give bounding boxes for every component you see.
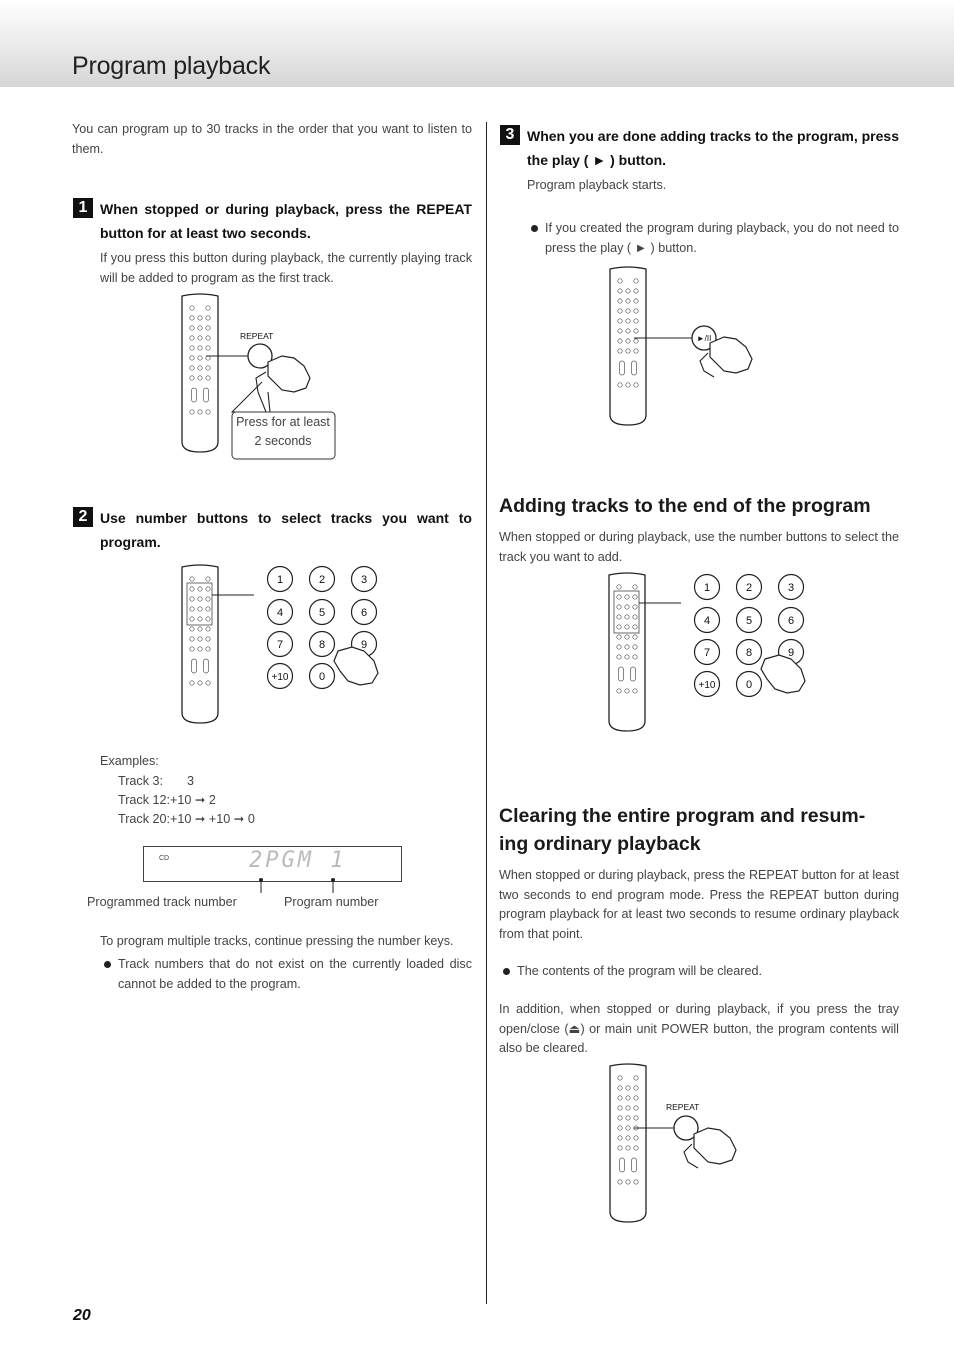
step-2-note: To program multiple tracks, continue pressing the number keys. <box>100 934 454 948</box>
remote-illustration-keypad-add <box>597 571 817 736</box>
label-program-number: Program number <box>284 895 379 909</box>
keypad-button-label: 3 <box>360 574 368 586</box>
label-programmed-track: Programmed track number <box>87 895 237 909</box>
keypad-button-label: 7 <box>703 647 711 659</box>
step-2-number: 2 <box>73 507 93 527</box>
callout-line-2: 2 seconds <box>254 434 312 448</box>
keypad-button-label: 2 <box>318 574 326 586</box>
display-text: 2PGM 1 <box>249 848 347 873</box>
repeat-button-label: REPEAT <box>666 1102 700 1112</box>
keypad-button-label: 0 <box>318 671 326 683</box>
page-number: 20 <box>73 1307 91 1324</box>
callout-line-1: Press for at least <box>236 415 330 429</box>
repeat-button-label: REPEAT <box>240 331 274 341</box>
page-title: Program playback <box>72 52 271 80</box>
step-2-title: Use number buttons to select tracks you want to program. <box>100 510 472 550</box>
section-clear-heading-2: ing ordinary playback <box>499 833 701 855</box>
bullet-dot <box>531 225 538 232</box>
intro-text: You can program up to 30 tracks in the order that you want to listen to them. <box>72 122 472 156</box>
example-track-3-seq: 3 <box>187 774 195 788</box>
example-track-3-label: Track 3: <box>118 774 164 788</box>
step-3-bullet: If you created the program during playback, you do not need to press the play ( ► ) button. <box>545 221 899 255</box>
step-1-title: When stopped or during playback, press the REPEAT button for at least two seconds. <box>100 201 472 241</box>
step-3-number: 3 <box>500 125 520 145</box>
remote-illustration-repeat-clear <box>598 1062 778 1227</box>
keypad-button-label: 3 <box>787 582 795 594</box>
section-clear-heading-1: Clearing the entire program and resum- <box>499 805 866 827</box>
step-1-desc: If you press this button during playback, the currently playing track will be added to program as the first track. <box>100 251 472 285</box>
examples-label: Examples: <box>100 754 159 768</box>
keypad-button-label: 9 <box>787 647 795 659</box>
step-3-desc: Program playback starts. <box>527 178 667 192</box>
step-2-bullet: Track numbers that do not exist on the currently loaded disc cannot be added to the program. <box>118 957 472 991</box>
keypad-button-label: 7 <box>276 639 284 651</box>
keypad-button-label: 1 <box>276 574 284 586</box>
example-track-20-label: Track 20: <box>118 812 171 826</box>
section-clear-bullet: The contents of the program will be cleared. <box>517 964 763 978</box>
keypad-button-label: 0 <box>745 679 753 691</box>
bullet-dot <box>503 968 510 975</box>
keypad-button-label: 4 <box>703 615 711 627</box>
keypad-button-label: 6 <box>360 607 368 619</box>
keypad-button-label: 8 <box>745 647 753 659</box>
keypad-button-label: 2 <box>745 582 753 594</box>
section-clear-text-2: In addition, when stopped or during playback, if you press the tray open/close (⏏) or main unit POWER button, the program contents will also be cleared. <box>499 1002 899 1055</box>
section-clear-text: When stopped or during playback, press the REPEAT button for at least two seconds to end program mode. Press the REPEAT button during program playback for at least two seconds to resume ordinary playback from that point. <box>499 868 899 941</box>
section-add-heading: Adding tracks to the end of the program <box>499 495 871 517</box>
step-3-title: When you are done adding tracks to the program, press the play ( ► ) button. <box>527 128 899 168</box>
step-1-number: 1 <box>73 198 93 218</box>
keypad-button-label: 5 <box>318 607 326 619</box>
example-track-12-seq: +10 ➞ 2 <box>170 793 216 807</box>
remote-illustration-play <box>598 265 778 430</box>
example-track-12-label: Track 12: <box>118 793 171 807</box>
keypad-button-label: +10 <box>698 680 716 691</box>
keypad-button-label: +10 <box>271 672 289 683</box>
play-button-label: ►/II <box>696 334 712 343</box>
bullet-dot <box>104 961 111 968</box>
display-source-icon: CD <box>159 855 170 862</box>
keypad-button-label: 5 <box>745 615 753 627</box>
keypad-button-label: 1 <box>703 582 711 594</box>
example-track-20-seq: +10 ➞ +10 ➞ 0 <box>170 812 255 826</box>
column-divider <box>486 122 487 1304</box>
section-add-text: When stopped or during playback, use the number buttons to select the track you want to add. <box>499 530 899 564</box>
keypad-button-label: 8 <box>318 639 326 651</box>
keypad-button-label: 9 <box>360 639 368 651</box>
keypad-button-label: 6 <box>787 615 795 627</box>
keypad-button-label: 4 <box>276 607 284 619</box>
